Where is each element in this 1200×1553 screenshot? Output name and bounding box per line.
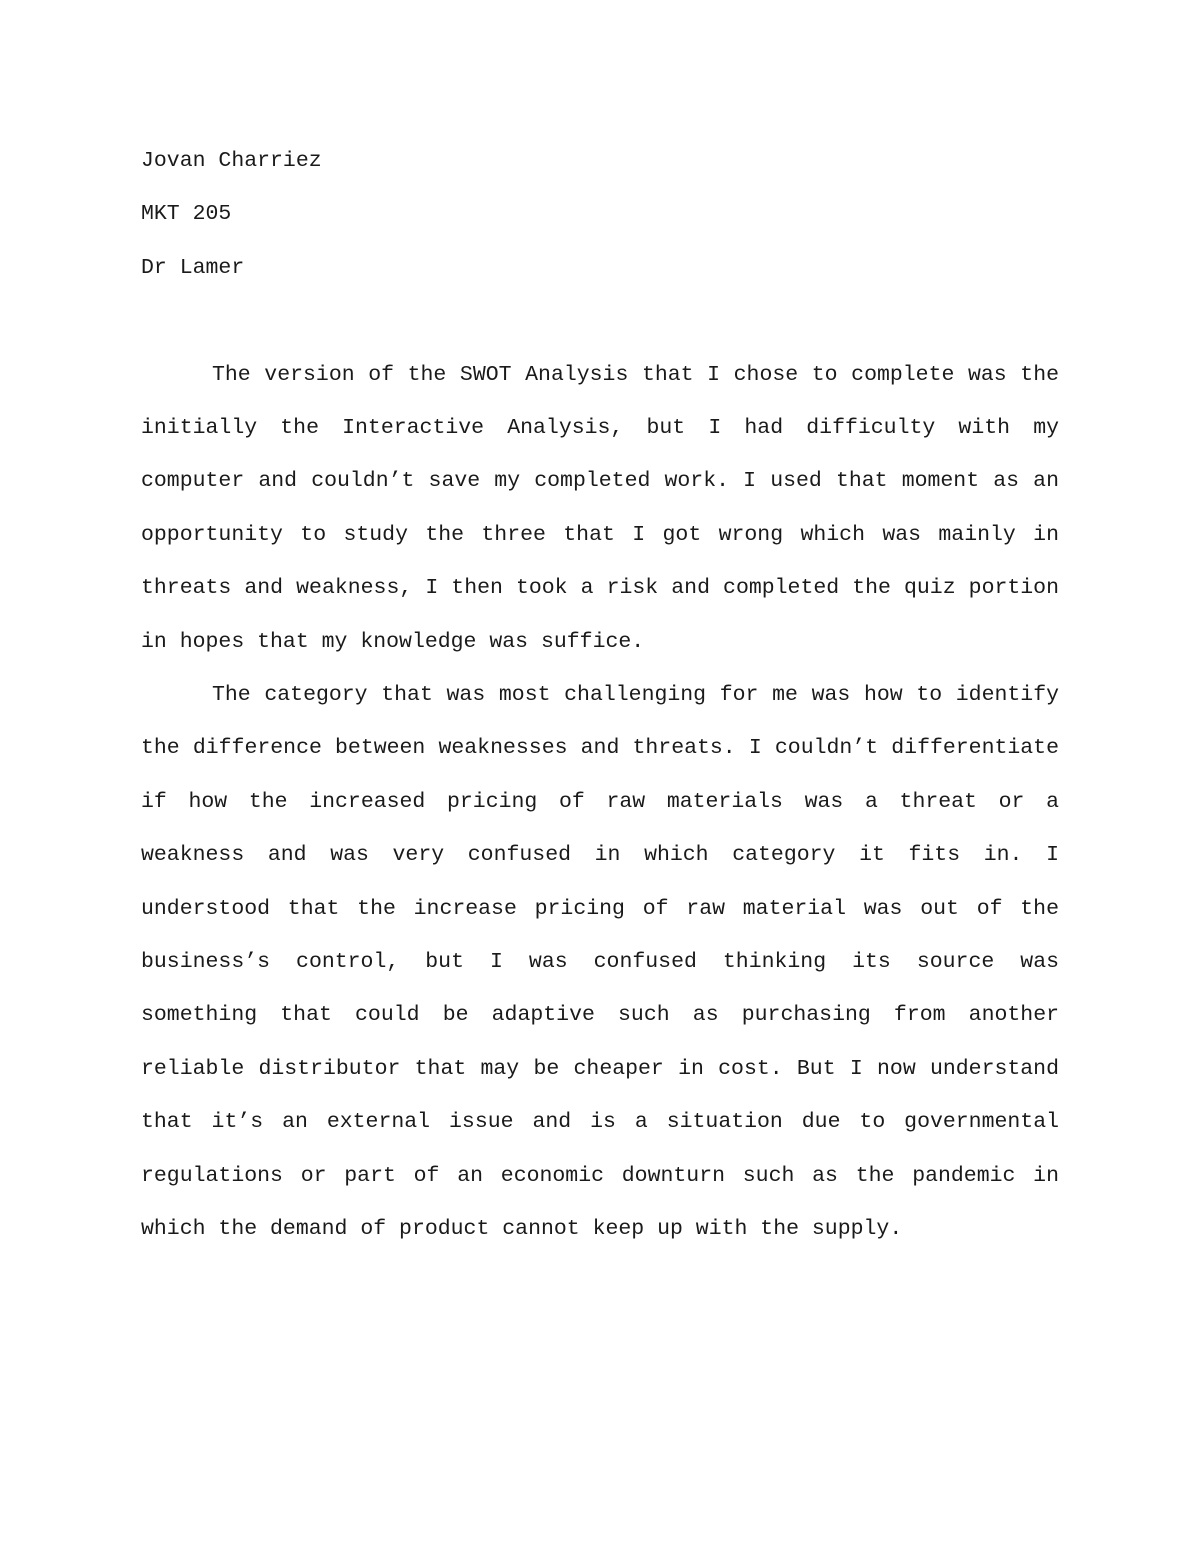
author-name: Jovan Charriez: [141, 149, 322, 173]
instructor-name: Dr Lamer: [141, 255, 245, 280]
header-spacer: [141, 295, 1059, 348]
course-code: MKT 205: [141, 202, 232, 227]
document-content: [141, 135, 1059, 1257]
paragraph-2: The category that was most challenging for me was how to identify the difference between weaknesses and threats. I couldn’t differentiate if how the increased pricing of raw materials was a threat or a weakness and was very confused in which category it fits in. I understood that the increase pricing of raw material was out of the business’s control, but I was confused thinking its source was something that could be adaptive such as purchasing from another reliable distributor that may be cheaper in cost. But I now understand that it’s an external issue and is a situation due to governmental regulations or part of an economic downturn such as the pandemic in which the demand of product cannot keep up with the supply.: [141, 683, 1059, 1242]
paragraph-1: The version of the SWOT Analysis that I chose to complete was the initially the Interactive Analysis, but I had difficulty with my computer and couldn’t save my completed work. I used that moment as an opportunity to study the three that I got wrong which was mainly in threats and weakness, I then took a risk and completed the quiz portion in hopes that my knowledge was suffice.: [141, 362, 1059, 654]
